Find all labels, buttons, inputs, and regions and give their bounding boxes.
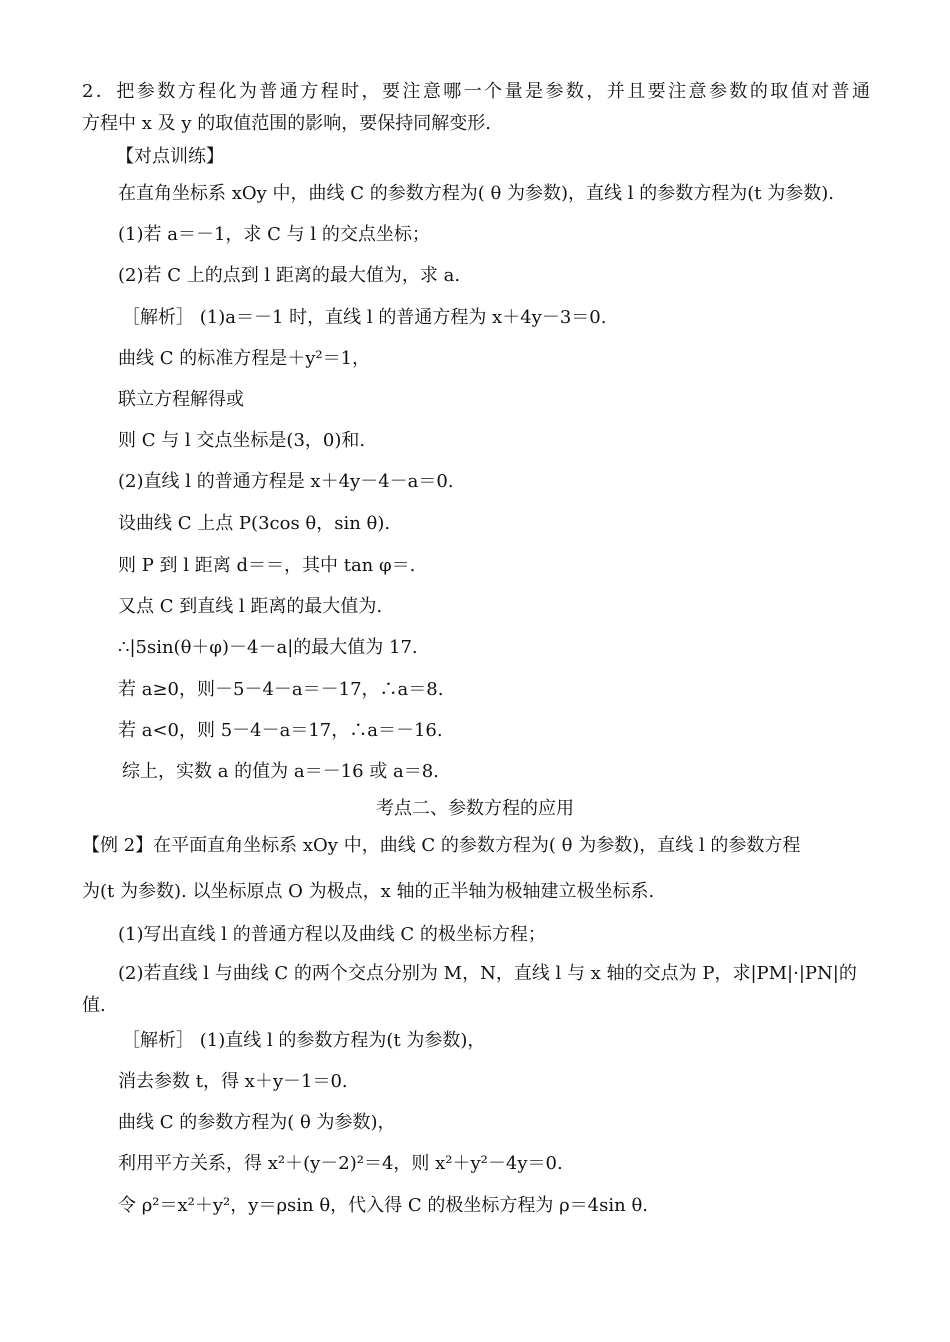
problem-statement: 在直角坐标系 xOy 中，曲线 C 的参数方程为( θ 为参数)，直线 l 的参数方程为(t 为参数). <box>118 183 834 204</box>
solution-line-9: ∴|5sin(θ＋φ)－4－a|的最大值为 17. <box>118 637 418 658</box>
solution-line-7: 则 P 到 l 距离 d＝＝，其中 tan φ＝. <box>118 555 416 576</box>
solution-line-11: 若 a<0，则 5－4－a＝17，∴a＝－16. <box>118 720 443 741</box>
solution-line-10: 若 a≥0，则－5－4－a＝－17，∴a＝8. <box>118 679 444 700</box>
example-2-solution-4: 利用平方关系，得 x²＋(y－2)²＝4，则 x²＋y²－4y＝0. <box>118 1153 563 1174</box>
example-2-part-2-cont: 值. <box>82 995 106 1016</box>
problem-part-1: (1)若 a＝－1，求 C 与 l 的交点坐标； <box>118 224 430 245</box>
example-2-solution-5: 令 ρ²＝x²＋y²，y＝ρsin θ，代入得 C 的极坐标方程为 ρ＝4sin θ. <box>118 1195 649 1216</box>
example-2-line-1: 【例 2】在平面直角坐标系 xOy 中，曲线 C 的参数方程为( θ 为参数)，直线 l 的参数方程 <box>82 835 801 856</box>
paragraph-line-intro-1: 2．把参数方程化为普通方程时，要注意哪一个量是参数，并且要注意参数的取值对普通 <box>82 81 870 102</box>
solution-line-5: (2)直线 l 的普通方程是 x＋4y－4－a＝0. <box>118 471 454 492</box>
paragraph-line-intro-2: 方程中 x 及 y 的取值范围的影响，要保持同解变形. <box>82 113 491 134</box>
example-2-solution-2: 消去参数 t，得 x＋y－1＝0. <box>118 1071 348 1092</box>
example-2-line-2: 为(t 为参数). 以坐标原点 O 为极点，x 轴的正半轴为极轴建立极坐标系. <box>82 881 655 902</box>
solution-line-8: 又点 C 到直线 l 距离的最大值为. <box>118 596 383 617</box>
example-2-part-1: (1)写出直线 l 的普通方程以及曲线 C 的极坐标方程； <box>118 924 546 945</box>
solution-line-4: 则 C 与 l 交点坐标是(3，0)和. <box>118 430 366 451</box>
solution-line-2: 曲线 C 的标准方程是＋y²＝1， <box>118 348 371 369</box>
example-2-solution-3: 曲线 C 的参数方程为( θ 为参数)， <box>118 1112 396 1133</box>
problem-part-2: (2)若 C 上的点到 l 距离的最大值为，求 a. <box>118 265 461 286</box>
solution-conclusion: 综上，实数 a 的值为 a＝－16 或 a＝8. <box>122 761 439 782</box>
example-2-solution-1: ［解析］ (1)直线 l 的参数方程为(t 为参数)， <box>122 1030 486 1051</box>
solution-line-3: 联立方程解得或 <box>118 389 244 410</box>
solution-line-1: ［解析］ (1)a＝－1 时，直线 l 的普通方程为 x＋4y－3＝0. <box>122 307 607 328</box>
section-heading-training: 【对点训练】 <box>116 146 224 167</box>
solution-line-6: 设曲线 C 上点 P(3cos θ，sin θ). <box>118 513 391 534</box>
section-heading-application: 考点二、参数方程的应用 <box>376 798 574 819</box>
example-2-part-2: (2)若直线 l 与曲线 C 的两个交点分别为 M，N，直线 l 与 x 轴的交点为 P，求|PM|·|PN|的 <box>118 963 857 984</box>
